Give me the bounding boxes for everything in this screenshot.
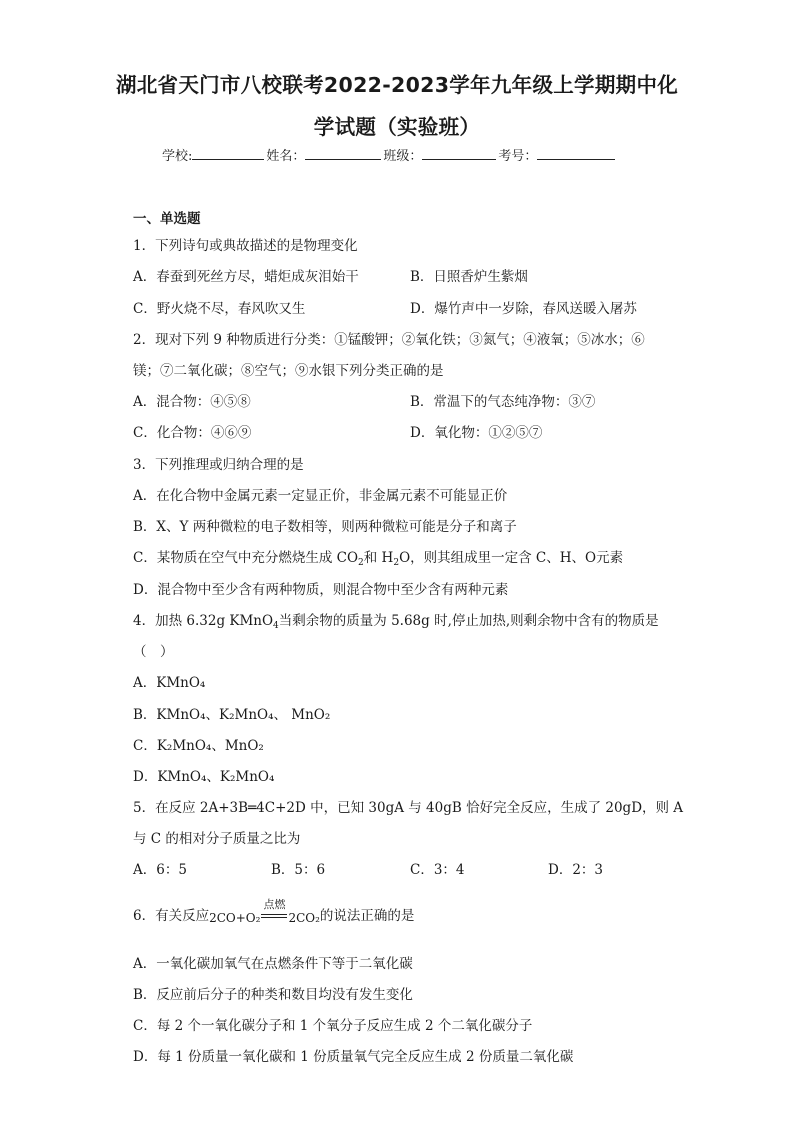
q6-stem: 6．有关反应2CO+O₂ 点燃 2CO₂的说法正确的是 (133, 898, 415, 925)
q4-answer-paren: （ ） (133, 644, 174, 660)
q3-stem: 3．下列推理或归纳合理的是 (133, 457, 304, 473)
q6-option-b[interactable]: B．反应前后分子的种类和数目均没有发生变化 (133, 987, 413, 1003)
q2-option-d[interactable]: D．氧化物：①②⑤⑦ (410, 425, 543, 441)
q5-stem-line-2: 与 C 的相对分子质量之比为 (133, 831, 301, 847)
q4-option-d[interactable]: D．KMnO₄、K₂MnO₄ (133, 769, 275, 785)
q2-option-c[interactable]: C．化合物：④⑥⑨ (133, 425, 252, 441)
q4-option-b[interactable]: B．KMnO₄、K₂MnO₄、 MnO₂ (133, 707, 331, 723)
name-label: 姓名： (266, 149, 306, 164)
school-field[interactable] (192, 146, 264, 160)
q2-stem-line-2: 镁；⑦二氧化碳；⑧空气；⑨水银下列分类正确的是 (133, 363, 444, 379)
q1-option-d[interactable]: D．爆竹声中一岁除，春风送暖入屠苏 (410, 301, 637, 317)
q5-option-c[interactable]: C．3：4 (410, 862, 465, 878)
q1-option-a[interactable]: A．春蚕到死丝方尽，蜡炬成灰泪始干 (133, 269, 359, 285)
q6-equation: 2CO+O₂ 点燃 2CO₂ (209, 898, 320, 925)
q1-stem: 1．下列诗句或典故描述的是物理变化 (133, 238, 358, 254)
q3-option-c[interactable]: C．某物质在空气中充分燃烧生成 $CO_2$和 $H_2O$，则其组成里一定含 C、H、O元素 (133, 550, 624, 568)
class-field[interactable] (422, 146, 496, 160)
q4-option-c[interactable]: C．K₂MnO₄、MnO₂ (133, 738, 264, 754)
school-label: 学校: (162, 149, 193, 164)
number-label: 考号： (498, 149, 538, 164)
number-field[interactable] (537, 146, 615, 160)
q5-option-a[interactable]: A．6：5 (133, 862, 187, 878)
section-heading: 一、单选题 (133, 211, 201, 227)
q6-option-c[interactable]: C．每 2 个一氧化碳分子和 1 个氧分子反应生成 2 个二氧化碳分子 (133, 1018, 533, 1034)
q5-stem-line-1: 5．在反应 2A+3B═4C+2D 中，已知 30gA 与 40gB 恰好完全反应，生成了 20gD，则 A (133, 800, 684, 816)
q3-option-d[interactable]: D．混合物中至少含有两种物质，则混合物中至少含有两种元素 (133, 582, 509, 598)
page-title-line-1: 湖北省天门市八校联考2022-2023学年九年级上学期期中化 (115, 73, 679, 97)
q1-option-b[interactable]: B．日照香炉生紫烟 (410, 269, 528, 285)
q6-option-d[interactable]: D．每 1 份质量一氧化碳和 1 份质量氧气完全反应生成 2 份质量二氧化碳 (133, 1049, 574, 1065)
q6-option-a[interactable]: A．一氧化碳加氧气在点燃条件下等于二氧化碳 (133, 956, 413, 972)
q4-option-a[interactable]: A．KMnO₄ (133, 675, 206, 691)
q5-option-d[interactable]: D．2：3 (548, 862, 604, 878)
name-field[interactable] (305, 146, 381, 160)
q2-option-a[interactable]: A．混合物：④⑤⑧ (133, 394, 251, 410)
q3-option-a[interactable]: A．在化合物中金属元素一定显正价，非金属元素不可能显正价 (133, 488, 508, 504)
q2-stem-line-1: 2．现对下列 9 种物质进行分类：①锰酸钾；②氧化铁；③氮气；④液氧；⑤冰水；⑥ (133, 332, 645, 348)
q3-option-b[interactable]: B．X、Y 两种微粒的电子数相等，则两种微粒可能是分子和离子 (133, 519, 517, 535)
q2-option-b[interactable]: B．常温下的气态纯净物：③⑦ (410, 394, 596, 410)
student-info-row (162, 145, 617, 164)
q1-option-c[interactable]: C．野火烧不尽，春风吹又生 (133, 301, 306, 317)
q4-stem: 4．加热 6.32g KMnO$_4$当剩余物的质量为 5.68g 时,停止加热,则剩余物中含有的物质是 (133, 613, 659, 631)
q5-option-b[interactable]: B．5：6 (271, 862, 326, 878)
class-label: 班级： (383, 149, 423, 164)
page-title-line-2: 学试题（实验班） (313, 115, 481, 139)
